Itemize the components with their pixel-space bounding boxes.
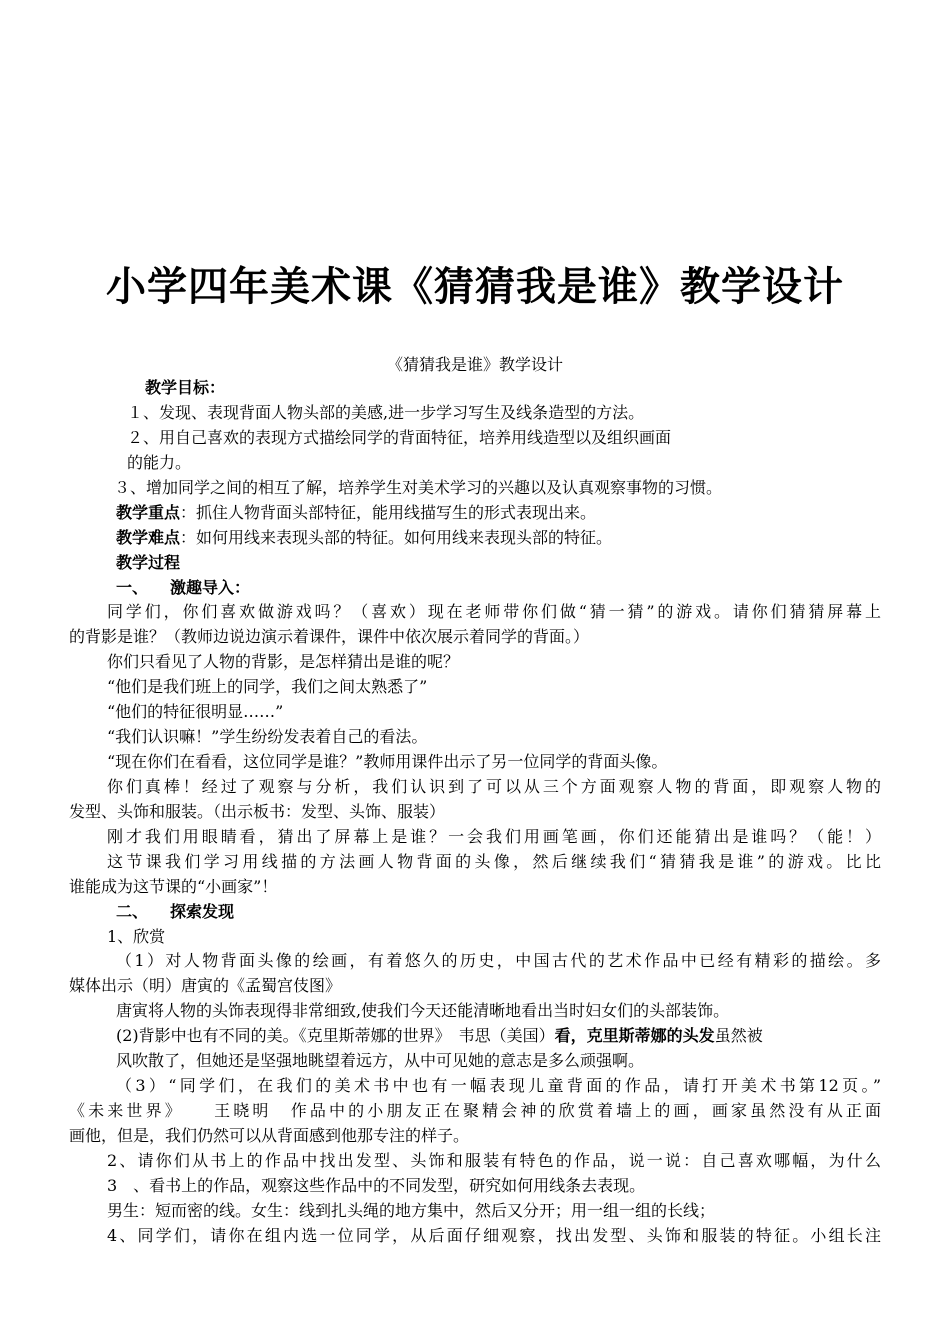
- difficulty-text: ：如何用线来表现头部的特征。如何用线来表现头部的特征。: [180, 528, 613, 547]
- step-3-answers: 男生：短而密的线。女生：线到扎头绳的地方集中，然后又分开；用一组一组的长线；: [107, 1201, 716, 1220]
- objectives-heading: 教学目标：: [145, 378, 226, 397]
- appreciation-1-line-1: （1）对人物背面头像的绘画，有着悠久的历史，中国古代的艺术作品中已经有精彩的描绘。多: [116, 951, 881, 970]
- section-2-title: 探索发现: [170, 902, 235, 921]
- appreciation-3-line-2: 《未来世界》 王晓明 作品中的小朋友正在聚精会神的欣赏着墙上的画，画家虽然没有从正面: [69, 1101, 881, 1120]
- appreciation-2-line-2: 风吹散了，但她还是坚强地眺望着远方，从中可见她的意志是多么顽强啊。: [116, 1051, 645, 1070]
- appreciation-2-text-b: 虽然被: [714, 1026, 763, 1045]
- objective-2-line-1: ２、用自己喜欢的表现方式描绘同学的背面特征，培养用线造型以及组织画面: [127, 428, 672, 447]
- appreciation-3-line-1: （3）“同学们，在我们的美术书中也有一幅表现儿童背面的作品，请打开美术书第12页。”: [116, 1076, 881, 1095]
- objective-2-line-2: 的能力。: [127, 453, 192, 472]
- document-title: 小学四年美术课《猜猜我是谁》教学设计: [106, 264, 844, 310]
- paragraph-3: “他们是我们班上的同学，我们之间太熟悉了”: [107, 677, 428, 696]
- difficulty: [116, 526, 612, 550]
- appreciation-1-line-2: 媒体出示（明）唐寅的《孟蜀宫伎图》: [69, 976, 342, 995]
- paragraph-8: 刚才我们用眼睛看，猜出了屏幕上是谁？一会我们用画笔画，你们还能猜出是谁吗？（能！）: [107, 827, 881, 846]
- paragraph-9-line-1: 这节课我们学习用线描的方法画人物背面的头像，然后继续我们“猜猜我是谁”的游戏。比比: [107, 852, 881, 871]
- step-3: 3 、看书上的作品，观察这些作品中的不同发型，研究如何用线条去表现。: [107, 1176, 646, 1195]
- document-subtitle: 《猜猜我是谁》教学设计: [386, 355, 563, 374]
- step-2: 2、请你们从书上的作品中找出发型、头饰和服装有特色的作品，说一说：自己喜欢哪幅，为什么: [107, 1151, 881, 1170]
- section-2-number: 二、: [116, 902, 149, 921]
- section-1-title: 激趣导入：: [170, 578, 251, 597]
- paragraph-4: “他们的特征很明显……”: [107, 702, 284, 721]
- process-heading: 教学过程: [116, 553, 181, 572]
- section-1-number: 一、: [116, 578, 149, 597]
- step-4: 4、同学们，请你在组内选一位同学，从后面仔细观察，找出发型、头饰和服装的特征。小组长注: [107, 1226, 881, 1245]
- appreciation-2-line-1: [116, 1024, 763, 1048]
- paragraph-2: 你们只看见了人物的背影，是怎样猜出是谁的呢？: [107, 652, 460, 671]
- appreciation-1-line-3: 唐寅将人物的头饰表现得非常细致,使我们今天还能清晰地看出当时妇女们的头部装饰。: [116, 1001, 730, 1020]
- difficulty-label: 教学难点: [116, 528, 181, 547]
- paragraph-7-line-2: 发型、头饰和服装。（出示板书：发型、头饰、服装）: [69, 802, 446, 821]
- appreciation-3-line-3: 画他，但是，我们仍然可以从背面感到他那专注的样子。: [69, 1126, 470, 1145]
- key-point-label: 教学重点: [116, 503, 181, 522]
- paragraph-6: “现在你们在看看，这位同学是谁？”教师用课件出示了另一位同学的背面头像。: [107, 752, 668, 771]
- paragraph-9-line-2: 谁能成为这节课的“小画家”！: [69, 877, 278, 896]
- objective-3: ３、增加同学之间的相互了解，培养学生对美术学习的兴趣以及认真观察事物的习惯。: [114, 478, 723, 497]
- paragraph-1-line-1: 同学们，你们喜欢做游戏吗？（喜欢）现在老师带你们做“猜一猜”的游戏。请你们猜猜屏幕上: [107, 602, 881, 621]
- objective-1: １、发现、表现背面人物头部的美感,进一步学习写生及线条造型的方法。: [127, 403, 645, 422]
- appreciation-2-bold: 看，克里斯蒂娜的头发: [554, 1026, 715, 1045]
- paragraph-7-line-1: 你们真棒！经过了观察与分析，我们认识到了可以从三个方面观察人物的背面，即观察人物的: [107, 777, 881, 796]
- subsection-appreciation: 1、欣赏: [107, 927, 166, 946]
- key-point-text: ：抓住人物背面头部特征，能用线描写生的形式表现出来。: [180, 503, 597, 522]
- key-point: [116, 501, 596, 525]
- paragraph-1-line-2: 的背影是谁？（教师边说边演示着课件，课件中依次展示着同学的背面。）: [69, 627, 590, 646]
- paragraph-5: “我们认识嘛！”学生纷纷发表着自己的看法。: [107, 727, 428, 746]
- appreciation-2-text-a: (2)背影中也有不同的美。《克里斯蒂娜的世界》 韦思（美国）: [116, 1026, 555, 1045]
